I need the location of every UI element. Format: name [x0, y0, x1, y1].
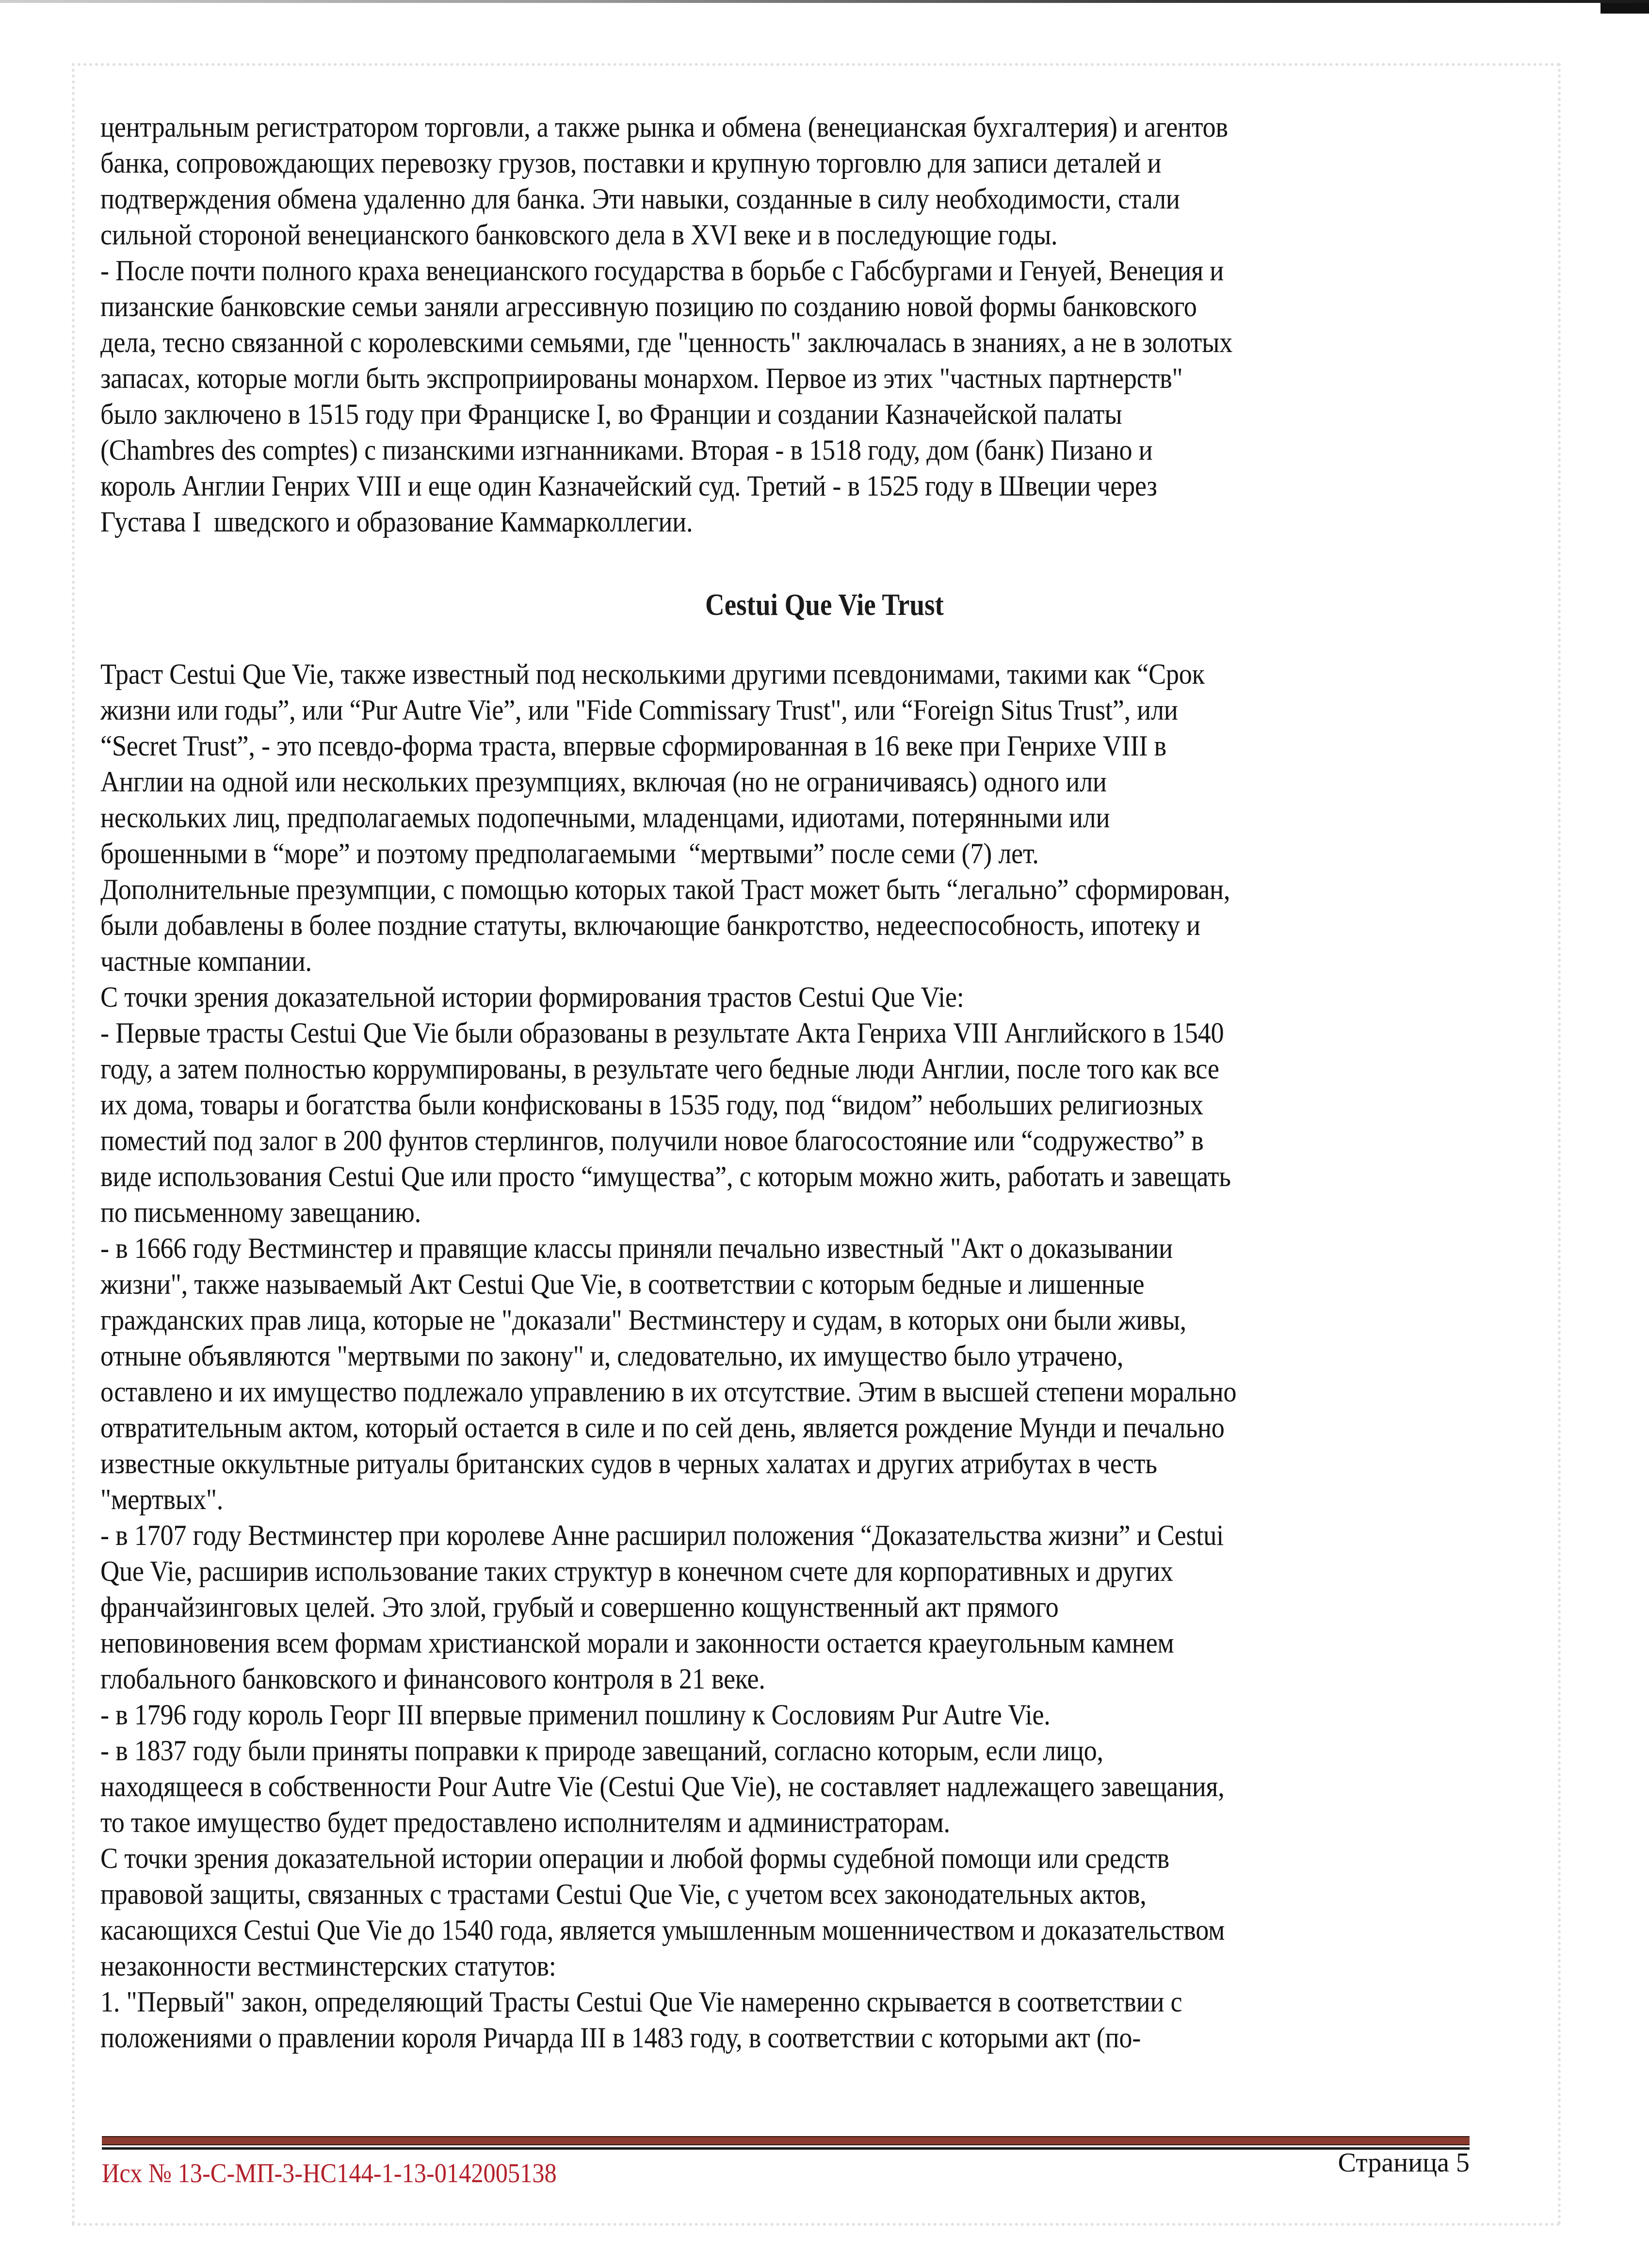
body-line: году, а затем полностью коррумпированы, в результате чего бедные люди Англии, после того как все — [100, 1053, 1219, 1085]
body-line: “Secret Trust”, - это псевдо-форма траста, впервые сформированная в 16 веке при Генрихе VIII в — [100, 730, 1166, 762]
body-line: пизанские банковские семьи заняли агрессивную позицию по созданию новой формы банковского — [100, 290, 1197, 322]
body-line: находящееся в собственности Pour Autre Vie (Cestui Que Vie), не составляет надлежащего завещания, — [100, 1770, 1225, 1802]
body-line: (Chambres des comptes) с пизанскими изгнанниками. Вторая - в 1518 году, дом (банк) Пизано и — [100, 434, 1153, 466]
section-heading — [0, 587, 1649, 623]
body-line: было заключено в 1515 году при Франциске I, во Франции и создании Казначейской палаты — [100, 398, 1122, 430]
body-line: центральным регистратором торговли, а также рынка и обмена (венецианская бухгалтерия) и агентов — [100, 111, 1228, 143]
body-line: касающихся Cestui Que Vie до 1540 года, является умышленным мошенничеством и доказательством — [100, 1914, 1225, 1946]
section-heading-text: Cestui Que Vie Trust — [705, 587, 944, 622]
body-line: франчайзинговых целей. Это злой, грубый и совершенно кощунственный акт прямого — [100, 1591, 1059, 1623]
body-line: дела, тесно связанной с королевскими семьями, где "ценность" заключалась в знаниях, а не в золотых — [100, 326, 1233, 358]
body-line: Англии на одной или нескольких презумпциях, включая (но не ограничиваясь) одного или — [100, 766, 1107, 798]
body-line: банка, сопровождающих перевозку грузов, поставки и крупную торговлю для записи деталей и — [100, 147, 1162, 179]
body-line: известные оккультные ритуалы британских судов в черных халатах и других атрибутах в честь — [100, 1448, 1157, 1480]
body-line: - в 1837 году были приняты поправки к природе завещаний, согласно которым, если лицо, — [100, 1735, 1103, 1767]
body-line: 1. "Первый" закон, определяющий Трасты Cestui Que Vie намеренно скрывается в соответствии с — [100, 1986, 1182, 2018]
body-line: виде использования Cestui Que или просто “имущества”, с которым можно жить, работать и завещать — [100, 1160, 1231, 1192]
body-line: Траст Cestui Que Vie, также известный под несколькими другими псевдонимами, такими как “Срок — [100, 658, 1205, 690]
body-line: гражданских прав лица, которые не "доказали" Вестминстеру и судам, в которых они были живы, — [100, 1304, 1186, 1336]
body-line: брошенными в “море” и поэтому предполагаемыми “мертвыми” после семи (7) лет. — [100, 837, 1039, 869]
body-line: частные компании. — [100, 945, 312, 977]
scan-edge-corner — [1600, 3, 1649, 14]
body-line: оставлено и их имущество подлежало управлению в их отсутствие. Этим в высшей степени морально — [100, 1376, 1237, 1408]
body-line: С точки зрения доказательной истории формирования трастов Cestui Que Vie: — [100, 981, 964, 1013]
body-line: сильной стороной венецианского банковского дела в XVI веке и в последующие годы. — [100, 219, 1058, 251]
body-line: подтверждения обмена удаленно для банка. Эти навыки, созданные в силу необходимости, стали — [100, 183, 1180, 215]
footer-reference-number: Исх № 13-С-МП-3-НС144-1-13-0142005138 — [102, 2158, 557, 2188]
body-line: - Первые трасты Cestui Que Vie были образованы в результате Акта Генриха VIII Английского в 1540 — [100, 1017, 1224, 1049]
page-number: Страница 5 — [1338, 2148, 1470, 2178]
body-line: глобального банковского и финансового контроля в 21 веке. — [100, 1663, 765, 1695]
body-line: нескольких лиц, предполагаемых подопечными, младенцами, идиотами, потерянными или — [100, 802, 1110, 834]
body-line: запасах, которые могли быть экспроприированы монархом. Первое из этих "частных партнерств" — [100, 362, 1183, 394]
body-line: король Англии Генрих VIII и еще один Казначейский суд. Третий - в 1525 году в Швеции через — [100, 470, 1157, 502]
body-line: Дополнительные презумпции, с помощью которых такой Траст может быть “легально” сформирован, — [100, 873, 1230, 905]
body-line: по письменному завещанию. — [100, 1196, 421, 1228]
body-line: - в 1707 году Вестминстер при королеве Анне расширил положения “Доказательства жизни” и Cestui — [100, 1519, 1224, 1551]
footer-rule — [102, 2136, 1470, 2145]
body-line: правовой защиты, связанных с трастами Cestui Que Vie, с учетом всех законодательных актов, — [100, 1878, 1147, 1910]
body-line: незаконности вестминстерских статутов: — [100, 1950, 556, 1982]
body-line: "мертвых". — [100, 1483, 224, 1515]
body-line: положениями о правлении короля Ричарда III в 1483 году, в соответствии с которыми акт (по- — [100, 2022, 1141, 2054]
body-line: то такое имущество будет предоставлено исполнителям и администраторам. — [100, 1806, 950, 1838]
body-line: жизни", также называемый Акт Cestui Que Vie, в соответствии с которым бедные и лишенные — [100, 1268, 1145, 1300]
body-line: неповиновения всем формам христианской морали и законности остается краеугольным камнем — [100, 1627, 1174, 1659]
body-line: отныне объявляются "мертвыми по закону" и, следовательно, их имущество было утрачено, — [100, 1340, 1124, 1372]
body-line: жизни или годы”, или “Pur Autre Vie”, или "Fide Commissary Trust", или “Foreign Situs Trust”, или — [100, 694, 1178, 726]
footer-rule-thin — [102, 2147, 1470, 2150]
body-line: - в 1796 году король Георг III впервые применил пошлину к Сословиям Pur Autre Vie. — [100, 1699, 1051, 1731]
body-line: были добавлены в более поздние статуты, включающие банкротство, недееспособность, ипотеку и — [100, 909, 1200, 941]
body-line: их дома, товары и богатства были конфискованы в 1535 году, под “видом” небольших религиозных — [100, 1089, 1203, 1121]
body-line: С точки зрения доказательной истории операции и любой формы судебной помощи или средств — [100, 1842, 1169, 1874]
scan-edge — [0, 0, 1649, 3]
body-line: - После почти полного краха венецианского государства в борьбе с Габсбургами и Генуей, Венеция и — [100, 255, 1224, 287]
body-line: отвратительным актом, который остается в силе и по сей день, является рождение Мунди и печально — [100, 1412, 1225, 1444]
body-line: поместий под залог в 200 фунтов стерлингов, получили новое благосостояние или “содружество” в — [100, 1125, 1204, 1157]
body-line: Густава I шведского и образование Каммарколлегии. — [100, 506, 693, 538]
body-line: - в 1666 году Вестминстер и правящие классы приняли печально известный "Акт о доказывании — [100, 1232, 1173, 1264]
body-line: Que Vie, расширив использование таких структур в конечном счете для корпоративных и других — [100, 1555, 1173, 1587]
